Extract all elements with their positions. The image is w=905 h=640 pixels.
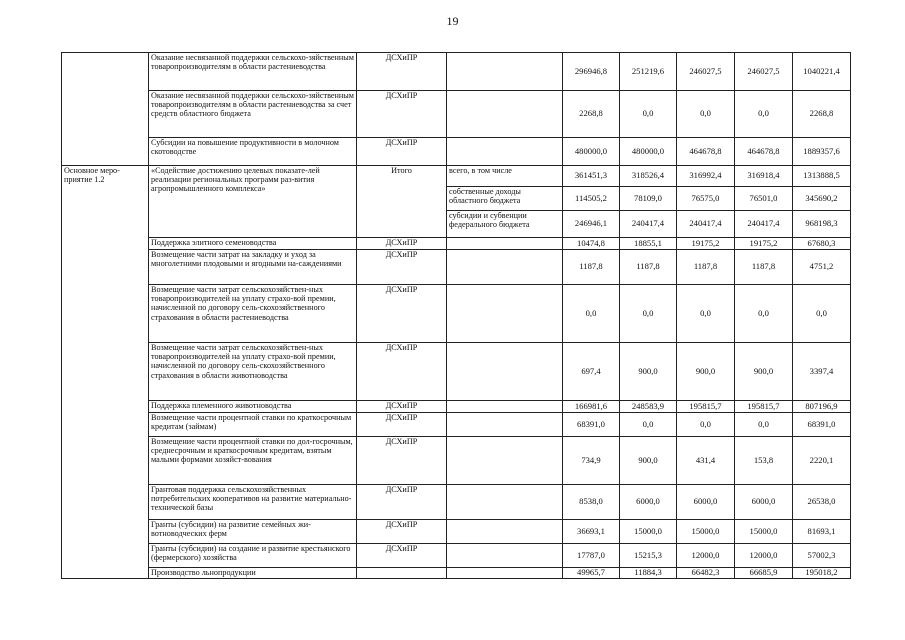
budget-table bbox=[61, 52, 851, 579]
value-cell: 76501,0 bbox=[735, 187, 793, 211]
value-cell: 49965,7 bbox=[563, 568, 620, 579]
value-cell: 900,0 bbox=[677, 343, 735, 401]
page-number: 19 bbox=[446, 14, 459, 28]
executor-cell: ДСХиПР bbox=[357, 343, 447, 401]
value-cell: 195815,7 bbox=[677, 401, 735, 413]
executor-cell: ДСХиПР bbox=[357, 138, 447, 166]
measure-name: Поддержка племенного животноводства bbox=[149, 401, 357, 413]
value-cell: 431,4 bbox=[677, 437, 735, 485]
value-cell: 240417,4 bbox=[677, 211, 735, 238]
table-row bbox=[62, 91, 851, 138]
value-cell: 0,0 bbox=[793, 285, 851, 343]
table-row bbox=[62, 285, 851, 343]
section-cell: Основное меро-приятие 1.2 bbox=[62, 166, 149, 579]
value-cell: 18855,1 bbox=[620, 238, 677, 250]
value-cell: 1187,8 bbox=[677, 250, 735, 285]
value-cell: 464678,8 bbox=[677, 138, 735, 166]
executor-cell bbox=[357, 568, 447, 579]
source-cell bbox=[447, 343, 563, 401]
measure-name: Поддержка элитного семеноводства bbox=[149, 238, 357, 250]
source-cell bbox=[447, 53, 563, 91]
value-cell: 195018,2 bbox=[793, 568, 851, 579]
measure-name: Возмещение части затрат сельскохозяйствен-ных товаропроизводителей на уплату страхо-вой премии, начисленной по договору сель-скохозяйственного страхования в области животноводства bbox=[149, 343, 357, 401]
measure-name: Возмещение части затрат сельскохозяйствен-ных товаропроизводителей на уплату страхо-вой премии, начисленной по договору сель-скохозяйственного страхования в области растениеводства bbox=[149, 285, 357, 343]
source-cell bbox=[447, 250, 563, 285]
source-cell: всего, в том числе bbox=[447, 166, 563, 187]
value-cell: 697,4 bbox=[563, 343, 620, 401]
value-cell: 66482,3 bbox=[677, 568, 735, 579]
value-cell: 15000,0 bbox=[735, 520, 793, 544]
executor-cell: ДСХиПР bbox=[357, 285, 447, 343]
value-cell: 6000,0 bbox=[620, 485, 677, 520]
value-cell: 3397,4 bbox=[793, 343, 851, 401]
value-cell: 67680,3 bbox=[793, 238, 851, 250]
value-cell: 15215,3 bbox=[620, 544, 677, 568]
table-row bbox=[62, 544, 851, 568]
value-cell: 345690,2 bbox=[793, 187, 851, 211]
source-cell bbox=[447, 138, 563, 166]
value-cell: 316992,4 bbox=[677, 166, 735, 187]
value-cell: 19175,2 bbox=[677, 238, 735, 250]
value-cell: 78109,0 bbox=[620, 187, 677, 211]
value-cell: 0,0 bbox=[677, 91, 735, 138]
value-cell: 68391,0 bbox=[793, 413, 851, 437]
value-cell: 66685,9 bbox=[735, 568, 793, 579]
value-cell: 195815,7 bbox=[735, 401, 793, 413]
value-cell: 251219,6 bbox=[620, 53, 677, 91]
value-cell: 248583,9 bbox=[620, 401, 677, 413]
measure-name: Возмещение части процентной ставки по краткосрочным кредитам (займам) bbox=[149, 413, 357, 437]
measure-name: Возмещение части процентной ставки по дол-госрочным, среднесрочным и краткосрочным кредитам, взятым малыми формами хозяйст-вования bbox=[149, 437, 357, 485]
source-cell: субсидии и субвенции федерального бюджета bbox=[447, 211, 563, 238]
value-cell: 0,0 bbox=[620, 91, 677, 138]
value-cell: 4751,2 bbox=[793, 250, 851, 285]
source-cell bbox=[447, 413, 563, 437]
value-cell: 464678,8 bbox=[735, 138, 793, 166]
section-cell bbox=[62, 53, 149, 166]
table-row bbox=[62, 343, 851, 401]
source-cell bbox=[447, 520, 563, 544]
measure-name: Оказание несвязанной поддержки сельскохо-зяйственным товаропроизводителям в области растениеводства за счет средств областного бюджета bbox=[149, 91, 357, 138]
value-cell: 246027,5 bbox=[735, 53, 793, 91]
value-cell: 1187,8 bbox=[620, 250, 677, 285]
source-cell: собственные доходы областного бюджета bbox=[447, 187, 563, 211]
value-cell: 2268,8 bbox=[563, 91, 620, 138]
value-cell: 166981,6 bbox=[563, 401, 620, 413]
value-cell: 1187,8 bbox=[735, 250, 793, 285]
source-cell bbox=[447, 568, 563, 579]
value-cell: 480000,0 bbox=[563, 138, 620, 166]
value-cell: 0,0 bbox=[563, 285, 620, 343]
table-row bbox=[62, 238, 851, 250]
source-cell bbox=[447, 91, 563, 138]
measure-name: Гранты (субсидии) на создание и развитие крестьянского (фермерского) хозяйства bbox=[149, 544, 357, 568]
table-row bbox=[62, 401, 851, 413]
value-cell: 246946,1 bbox=[563, 211, 620, 238]
source-cell bbox=[447, 485, 563, 520]
value-cell: 0,0 bbox=[735, 91, 793, 138]
measure-name: Производство льнопродукции bbox=[149, 568, 357, 579]
value-cell: 900,0 bbox=[620, 437, 677, 485]
value-cell: 17787,0 bbox=[563, 544, 620, 568]
source-cell bbox=[447, 285, 563, 343]
value-cell: 968198,3 bbox=[793, 211, 851, 238]
value-cell: 1313888,5 bbox=[793, 166, 851, 187]
source-cell bbox=[447, 544, 563, 568]
value-cell: 76575,0 bbox=[677, 187, 735, 211]
executor-cell: ДСХиПР bbox=[357, 401, 447, 413]
executor-cell: ДСХиПР bbox=[357, 413, 447, 437]
value-cell: 0,0 bbox=[735, 285, 793, 343]
value-cell: 153,8 bbox=[735, 437, 793, 485]
value-cell: 480000,0 bbox=[620, 138, 677, 166]
value-cell: 296946,8 bbox=[563, 53, 620, 91]
executor-cell: ДСХиПР bbox=[357, 91, 447, 138]
executor-cell: ДСХиПР bbox=[357, 544, 447, 568]
value-cell: 734,9 bbox=[563, 437, 620, 485]
source-cell bbox=[447, 238, 563, 250]
value-cell: 2220,1 bbox=[793, 437, 851, 485]
value-cell: 15000,0 bbox=[677, 520, 735, 544]
value-cell: 8538,0 bbox=[563, 485, 620, 520]
table-row bbox=[62, 413, 851, 437]
value-cell: 318526,4 bbox=[620, 166, 677, 187]
table-row bbox=[62, 166, 851, 187]
value-cell: 0,0 bbox=[677, 285, 735, 343]
value-cell: 81693,1 bbox=[793, 520, 851, 544]
value-cell: 57002,3 bbox=[793, 544, 851, 568]
value-cell: 11884,3 bbox=[620, 568, 677, 579]
value-cell: 1187,8 bbox=[563, 250, 620, 285]
measure-name: Субсидии на повышение продуктивности в молочном скотоводстве bbox=[149, 138, 357, 166]
value-cell: 19175,2 bbox=[735, 238, 793, 250]
executor-cell: ДСХиПР bbox=[357, 437, 447, 485]
value-cell: 246027,5 bbox=[677, 53, 735, 91]
value-cell: 114505,2 bbox=[563, 187, 620, 211]
measure-name: Оказание несвязанной поддержки сельскохо-зяйственным товаропроизводителям в области растениеводства bbox=[149, 53, 357, 91]
value-cell: 900,0 bbox=[735, 343, 793, 401]
value-cell: 12000,0 bbox=[735, 544, 793, 568]
value-cell: 68391,0 bbox=[563, 413, 620, 437]
value-cell: 1889357,6 bbox=[793, 138, 851, 166]
value-cell: 900,0 bbox=[620, 343, 677, 401]
source-cell bbox=[447, 437, 563, 485]
executor-cell: ДСХиПР bbox=[357, 485, 447, 520]
executor-cell: Итого bbox=[357, 166, 447, 238]
value-cell: 316918,4 bbox=[735, 166, 793, 187]
executor-cell: ДСХиПР bbox=[357, 238, 447, 250]
value-cell: 0,0 bbox=[735, 413, 793, 437]
source-cell bbox=[447, 401, 563, 413]
measure-name: Гранты (субсидии) на развитие семейных жи-вотноводческих ферм bbox=[149, 520, 357, 544]
value-cell: 240417,4 bbox=[620, 211, 677, 238]
table-row bbox=[62, 437, 851, 485]
table-row bbox=[62, 485, 851, 520]
measure-name: Возмещение части затрат на закладку и уход за многолетними плодовыми и ягодными на-саждениями bbox=[149, 250, 357, 285]
table-row bbox=[62, 250, 851, 285]
table-row bbox=[62, 568, 851, 579]
value-cell: 10474,8 bbox=[563, 238, 620, 250]
executor-cell: ДСХиПР bbox=[357, 520, 447, 544]
value-cell: 0,0 bbox=[620, 285, 677, 343]
value-cell: 26538,0 bbox=[793, 485, 851, 520]
value-cell: 807196,9 bbox=[793, 401, 851, 413]
value-cell: 12000,0 bbox=[677, 544, 735, 568]
value-cell: 2268,8 bbox=[793, 91, 851, 138]
value-cell: 361451,3 bbox=[563, 166, 620, 187]
table-row bbox=[62, 520, 851, 544]
value-cell: 1040221,4 bbox=[793, 53, 851, 91]
value-cell: 240417,4 bbox=[735, 211, 793, 238]
executor-cell: ДСХиПР bbox=[357, 53, 447, 91]
measure-name: «Содействие достижению целевых показате-лей реализации региональных программ раз-вития агропромышленного комплекса» bbox=[149, 166, 357, 238]
value-cell: 6000,0 bbox=[677, 485, 735, 520]
value-cell: 15000,0 bbox=[620, 520, 677, 544]
value-cell: 0,0 bbox=[620, 413, 677, 437]
value-cell: 36693,1 bbox=[563, 520, 620, 544]
value-cell: 6000,0 bbox=[735, 485, 793, 520]
value-cell: 0,0 bbox=[677, 413, 735, 437]
table-row bbox=[62, 138, 851, 166]
table-row bbox=[62, 53, 851, 91]
measure-name: Грантовая поддержка сельскохозяйственных потребительских кооперативов на развитие материально-технической базы bbox=[149, 485, 357, 520]
executor-cell: ДСХиПР bbox=[357, 250, 447, 285]
